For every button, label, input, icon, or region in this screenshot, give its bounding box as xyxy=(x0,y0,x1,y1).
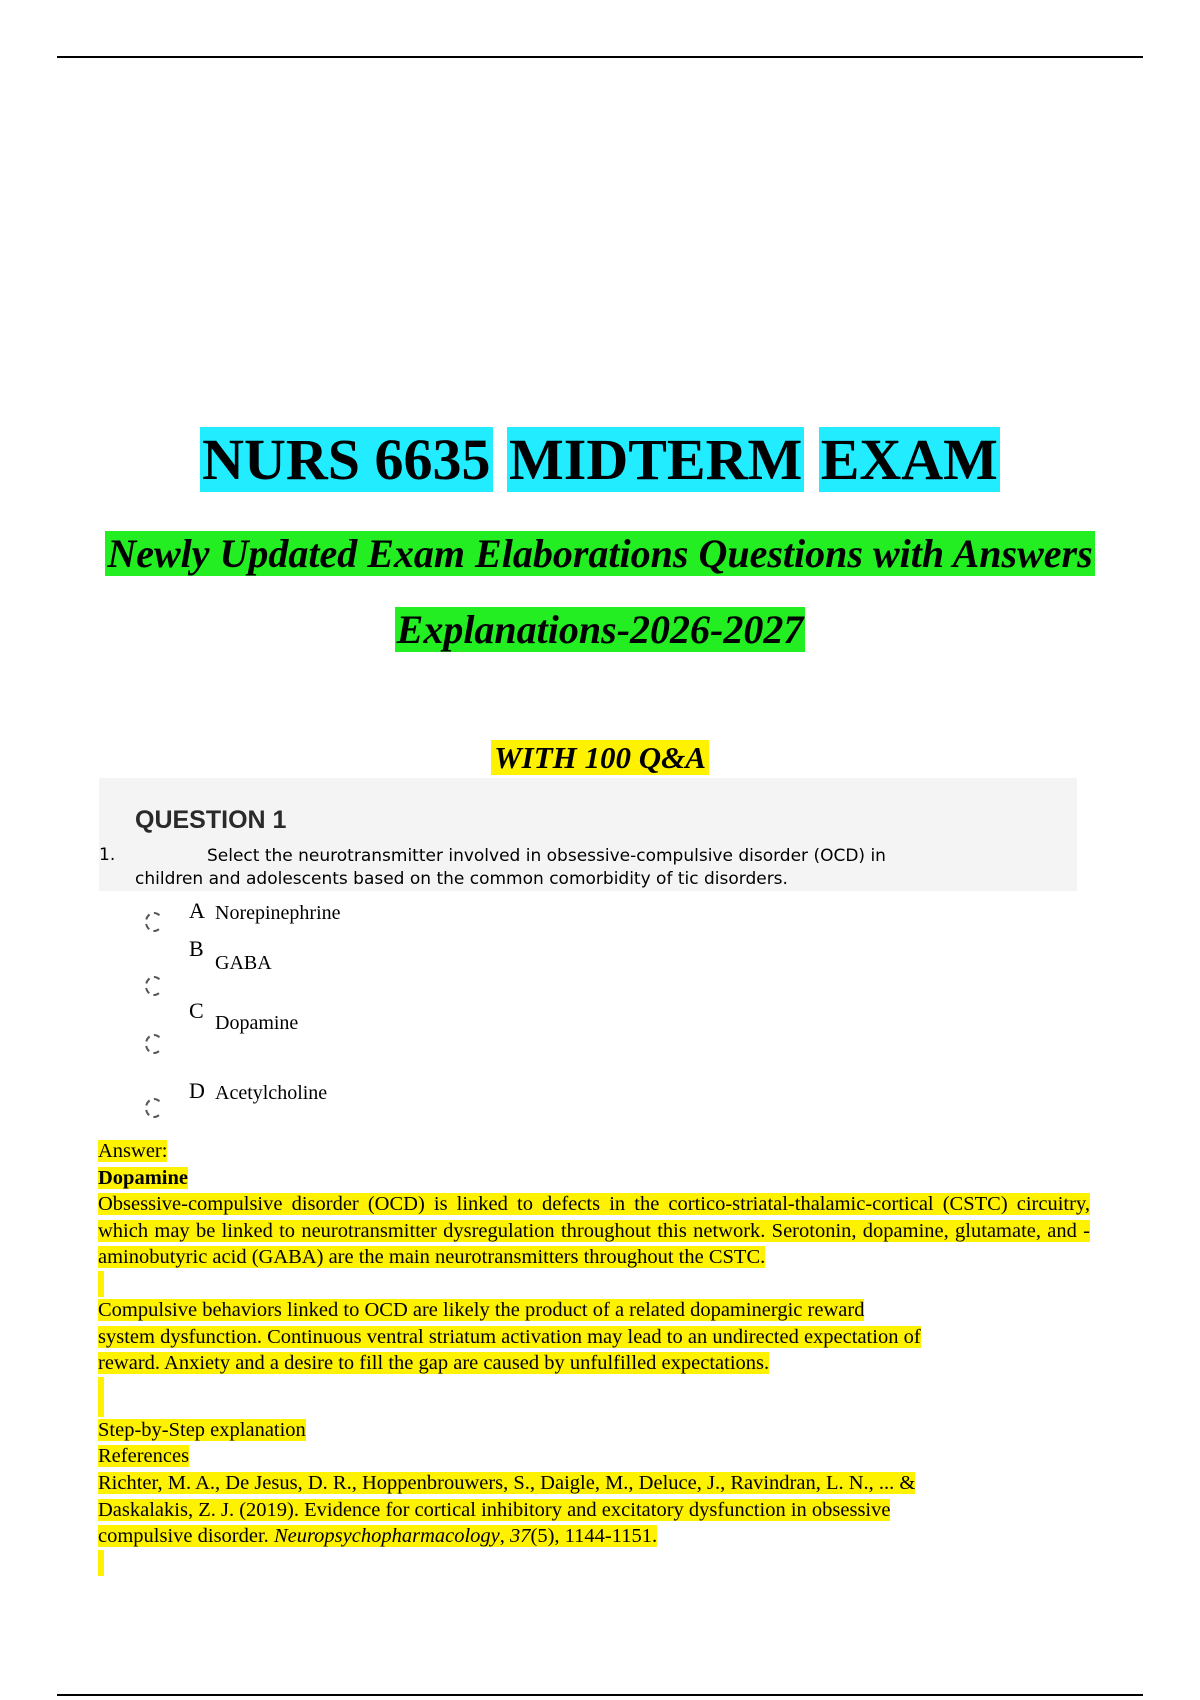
option-letter: B xyxy=(189,936,204,961)
top-rule xyxy=(57,56,1143,58)
title-word: NURS 6635 xyxy=(202,427,491,492)
radio-icon[interactable] xyxy=(145,1098,163,1118)
option-letter: D xyxy=(189,1078,205,1103)
option-letter: C xyxy=(189,998,204,1023)
question-label: QUESTION 1 xyxy=(135,806,287,834)
question-count-label: WITH 100 Q&A xyxy=(0,738,1200,778)
explanation-paragraph-2-line-2: system dysfunction. Continuous ventral striatum activation may lead to an undirected expectation of xyxy=(98,1325,921,1348)
highlight-bar xyxy=(98,1377,104,1417)
answer-value: Dopamine xyxy=(98,1166,188,1189)
reference-volume: 37 xyxy=(510,1525,531,1548)
explanation-paragraph-2-line-3: reward. Anxiety and a desire to fill the gap are caused by unfulfilled expectations. xyxy=(98,1352,770,1375)
references-label: References xyxy=(98,1445,190,1468)
bottom-rule xyxy=(57,1694,1143,1696)
subtitle-line-2: Explanations-2026-2027 xyxy=(396,607,804,652)
option-text: Acetylcholine xyxy=(215,1082,328,1104)
step-by-step-label: Step-by-Step explanation xyxy=(98,1418,306,1441)
radio-icon[interactable] xyxy=(145,1034,163,1054)
reference-line-2: Daskalakis, Z. J. (2019). Evidence for cortical inhibitory and excitatory dysfunction in obsessive xyxy=(98,1498,891,1521)
question-number: 1. xyxy=(99,845,116,865)
answer-section xyxy=(98,1138,1098,1576)
option-text: Norepinephrine xyxy=(215,902,341,924)
title-word: MIDTERM xyxy=(509,427,803,492)
reference-line-3: compulsive disorder. Neuropsychopharmacology, 37(5), 1144-1151. xyxy=(98,1525,658,1548)
radio-icon[interactable] xyxy=(145,912,163,932)
option-text: Dopamine xyxy=(215,1012,299,1034)
title-word: EXAM xyxy=(820,427,998,492)
highlight-bar xyxy=(98,1271,104,1297)
reference-journal: Neuropsychopharmacology xyxy=(273,1525,500,1548)
option-letter: A xyxy=(189,898,205,923)
explanation-paragraph-1: Obsessive-compulsive disorder (OCD) is linked to defects in the cortico-striatal-thalamic-cortical (CSTC) circuitry, which may be linked to neurotransmitter dysregulation throughout this network. Serotonin, dopamine, glutamate, and -aminobutyric acid (GABA) are the main neurotransmitters throughout the CSTC. xyxy=(98,1193,1090,1269)
highlight-bar xyxy=(98,1550,104,1576)
subtitle-line-1: Newly Updated Exam Elaborations Questions with Answers xyxy=(107,531,1093,576)
option-text: GABA xyxy=(215,952,272,974)
explanation-paragraph-2-line-1: Compulsive behaviors linked to OCD are likely the product of a related dopaminergic reward xyxy=(98,1298,865,1321)
question-text: Select the neurotransmitter involved in obsessive-compulsive disorder (OCD) in children and adolescents based on the common comorbidity of tic disorders. xyxy=(135,846,886,889)
answer-label: Answer: xyxy=(98,1140,168,1162)
reference-line-1: Richter, M. A., De Jesus, D. R., Hoppenbrouwers, S., Daigle, M., Deluce, J., Ravindran, L. N., ... & xyxy=(98,1471,916,1494)
page-title xyxy=(0,428,1200,492)
radio-icon[interactable] xyxy=(145,976,163,996)
